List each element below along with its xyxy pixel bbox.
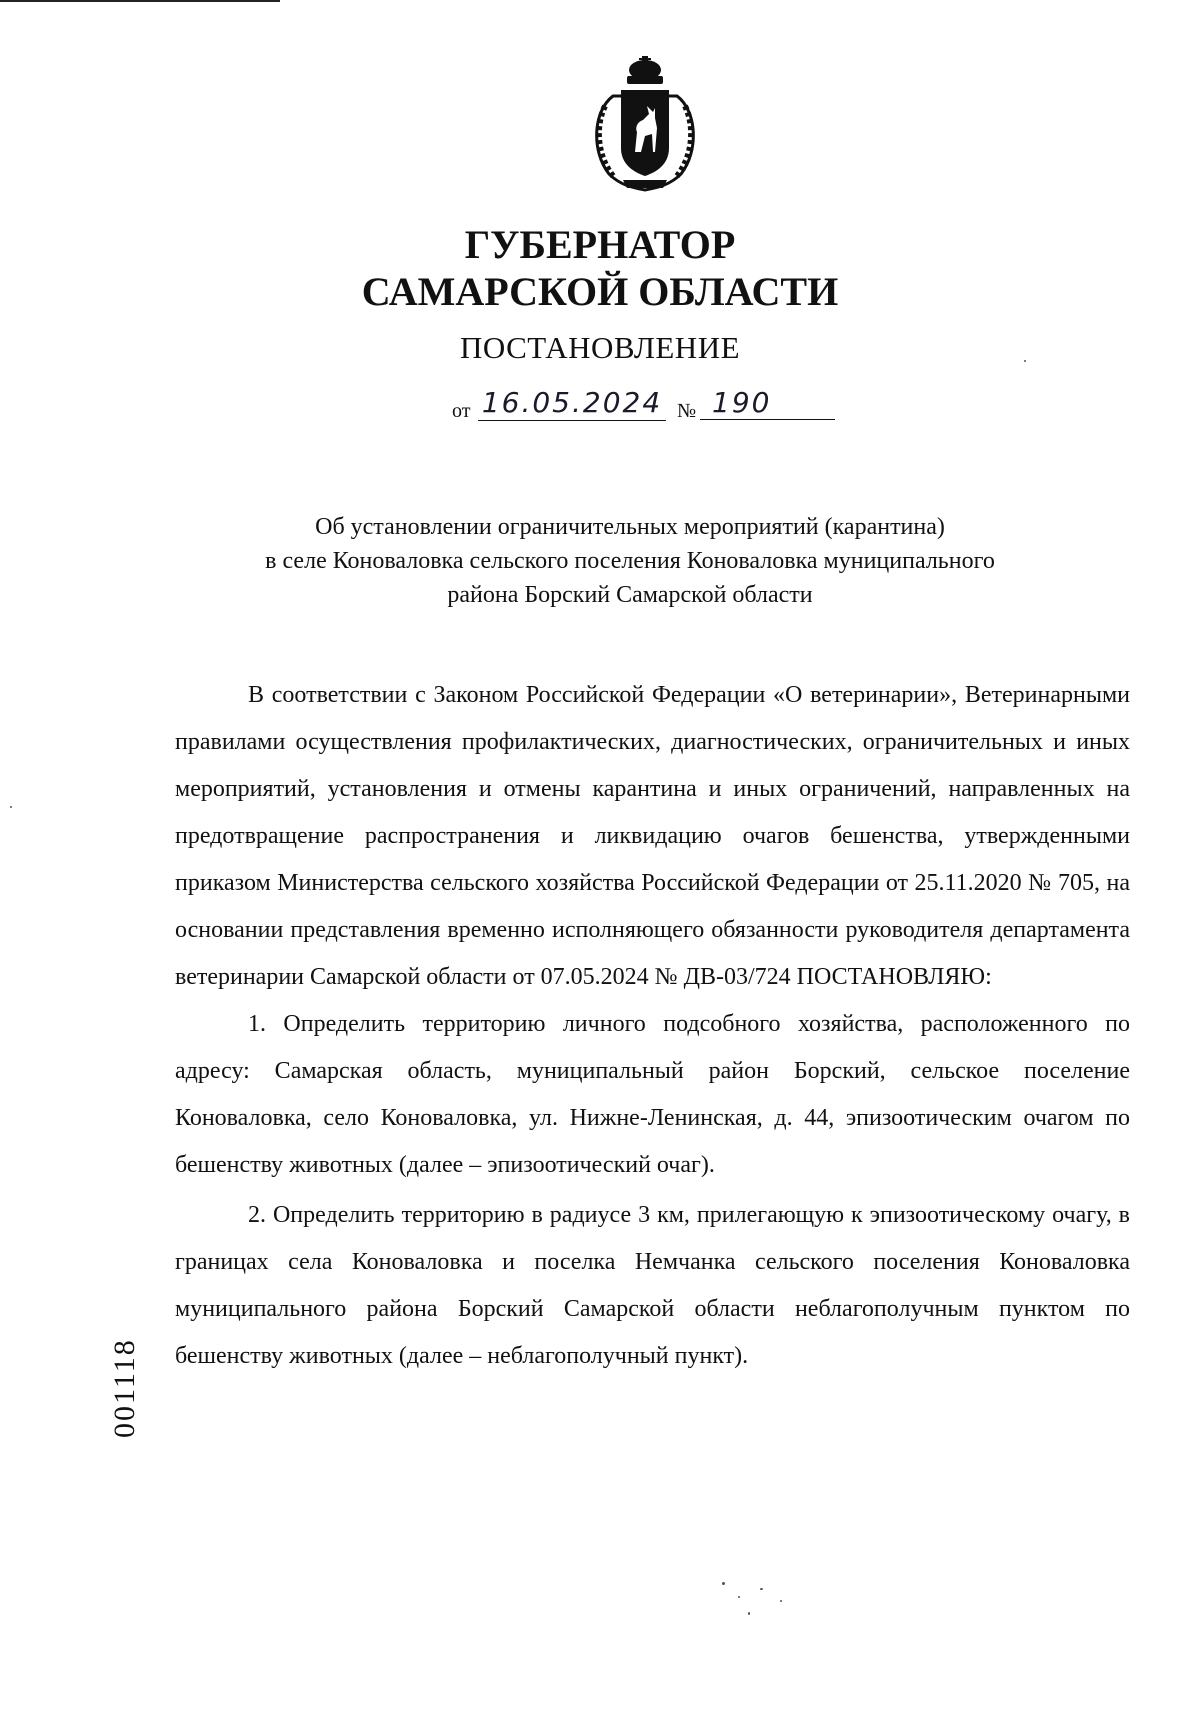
- scan-speck: [760, 1588, 763, 1590]
- clause-2: 2. Определить территорию в радиусе 3 км, прилегающую к эпизоотическому очагу, в границах села Коноваловка и поселка Немчанка сельского поселения Коноваловка муниципального района Борский Самарской области неблагополучным пунктом по бешенству животных (далее – неблагополучный пункт).: [175, 1202, 1130, 1369]
- subject-line: в селе Коноваловка сельского поселения Коноваловка муниципального: [265, 548, 995, 574]
- clause-1: 1. Определить территорию личного подсобного хозяйства, расположенного по адресу: Самарская область, муниципальный район Борский, сельское поселение Коноваловка, село Коноваловка, ул. Нижне-Ленинская, д. 44, эпизоотическим очагом по бешенству животных (далее – эпизоотический очаг).: [175, 1011, 1130, 1178]
- preamble-paragraph: В соответствии с Законом Российской Федерации «О ветеринарии», Ветеринарными правилами осуществления профилактических, диагностических, ограничительных и иных мероприятий, установления и отмены карантина и иных ограничений, направленных на предотвращение распространения и ликвидацию очагов бешенства, утвержденными приказом Министерства сельского хозяйства Российской Федерации от 25.11.2020 № 705, на основании представления временно исполняющего обязанности руководителя департамента ветеринарии Самарской области от 07.05.2024 № ДВ-03/724 ПОСТАНОВЛЯЮ:: [175, 682, 1130, 990]
- subject-line: Об установлении ограничительных мероприятий (карантина): [315, 514, 945, 540]
- document-date: 16.05.2024: [478, 386, 666, 421]
- scan-speck: [738, 1596, 740, 1598]
- date-prefix-label: от: [452, 400, 471, 422]
- document-type: ПОСТАНОВЛЕНИЕ: [459, 330, 741, 365]
- scan-speck: [1024, 360, 1026, 362]
- document-body: [175, 672, 1130, 1380]
- authority-title-line2: САМАРСКОЙ ОБЛАСТИ: [361, 269, 839, 314]
- number-prefix-label: №: [677, 400, 697, 422]
- scan-speck: [722, 1582, 725, 1585]
- scan-speck: [10, 806, 12, 808]
- dateline: [0, 386, 1200, 426]
- scan-speck: [780, 1600, 782, 1602]
- authority-title-line1: ГУБЕРНАТОР: [464, 222, 736, 267]
- subject-line: района Борский Самарской области: [447, 582, 813, 608]
- document-subject: [150, 510, 1110, 612]
- margin-serial-number: 001118: [108, 1338, 141, 1438]
- document-number: 190: [700, 386, 835, 420]
- scan-speck: [748, 1612, 750, 1615]
- coat-of-arms-icon: [583, 56, 707, 192]
- scan-edge-mark: [0, 0, 280, 2]
